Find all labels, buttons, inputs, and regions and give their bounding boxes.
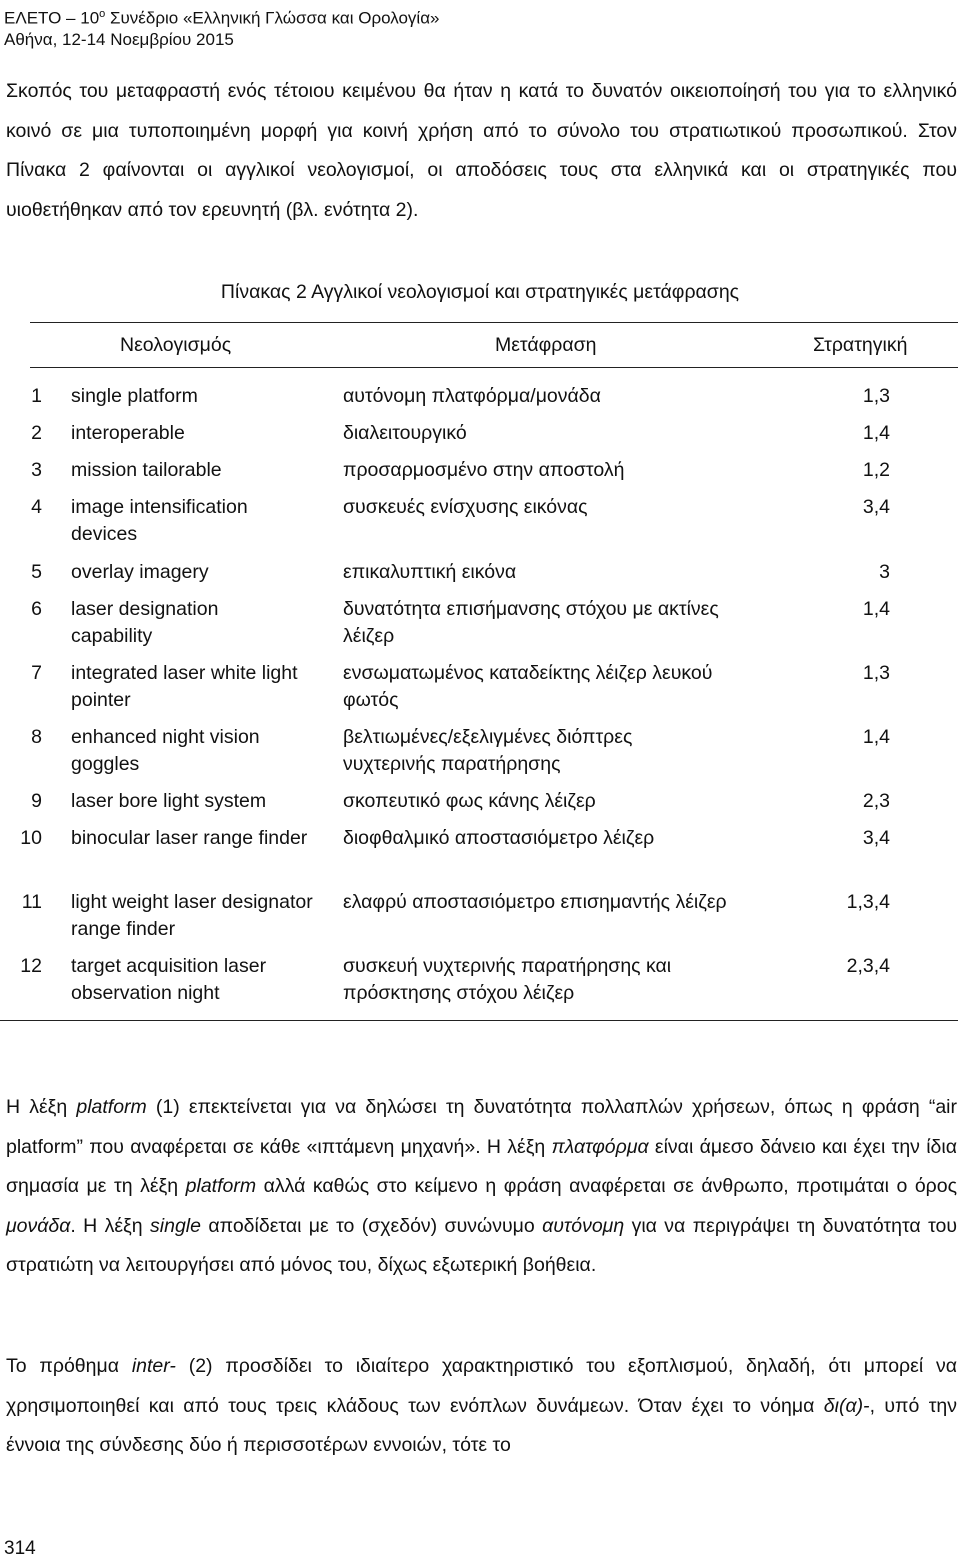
translation-cell: δυνατότητα επισήμανσης στόχου με ακτίνες λέιζερ: [343, 598, 719, 647]
row-number: 5: [31, 561, 42, 583]
translation-cell: διαλειτουργικό: [343, 422, 467, 444]
neologism-cell: image intensification devices: [71, 496, 248, 545]
table-bottom-rule: [0, 1020, 958, 1021]
strategy-cell: 1,4: [862, 422, 890, 444]
row-number: 11: [21, 891, 42, 913]
translation-cell: ενσωματωμένος καταδείκτης λέιζερ λευκού φωτός: [343, 662, 713, 711]
row-number: 10: [20, 827, 42, 849]
strategy-cell: 3: [879, 561, 890, 583]
column-header-translation: Μετάφραση: [495, 334, 597, 356]
conference-date: Αθήνα, 12-14 Νοεμβρίου 2015: [4, 29, 234, 49]
strategy-cell: 1,3: [862, 662, 890, 684]
table-top-rule: [30, 322, 958, 323]
translation-cell: προσαρμοσμένο στην αποστολή: [343, 459, 625, 481]
table-title: Πίνακας 2 Αγγλικοί νεολογισμοί και στρατηγικές μετάφρασης: [220, 281, 740, 303]
translation-cell: συσκευές ενίσχυσης εικόνας: [343, 496, 588, 518]
neologism-cell: single platform: [71, 385, 198, 407]
row-number: 9: [31, 790, 42, 812]
intro-paragraph: Σκοπός του μεταφραστή ενός τέτοιου κειμένου θα ήταν η κατά το δυνατόν οικειοποίησή του για το ελληνικό κοινό σε μια τυποποιημένη μορφή για κοινή χρήση από το σύνολο του στρατιωτικού προσωπικού. Στον Πίνακα 2 φαίνονται οι αγγλικοί νεολογισμοί, οι αποδόσεις τους στα ελληνικά και οι στρατηγικές που υιοθετήθηκαν από τον ερευνητή (βλ. ενότητα 2).: [6, 80, 957, 221]
column-header-strategy: Στρατηγική: [813, 334, 908, 356]
strategy-cell: 3,4: [862, 827, 890, 849]
conference-title: ΕΛΕΤΟ – $10^o$ Συνέδριο «Ελληνική Γλώσσα και Ορολογία»: [4, 8, 440, 28]
body-paragraph-1: Η λέξη platform (1) επεκτείνεται για να δηλώσει τη δυνατότητα πολλαπλών χρήσεων, όπως η φράση “air platform” που αναφέρεται σε κάθε «ιπτάμενη μηχανή». Η λέξη πλατφόρμα είναι άμεσο δάνειο και έχει την ίδια σημασία με τη λέξη platform αλλά καθώς στο κείμενο η φράση αναφέρεται σε άνθρωπο, προτιμάται ο όρος μονάδα. Η λέξη single αποδίδεται με το (σχεδόν) συνώνυμο αυτόνομη για να περιγράψει τη δυνατότητα του στρατιώτη να λειτουργήσει από μόνος του, δίχως εξωτερική βοήθεια.: [6, 1096, 958, 1276]
neologism-cell: laser designation capability: [71, 598, 219, 647]
row-number: 1: [31, 385, 42, 407]
translation-cell: σκοπευτικό φως κάνης λέιζερ: [343, 790, 596, 812]
strategy-cell: 3,4: [862, 496, 890, 518]
neologism-cell: interoperable: [71, 422, 185, 444]
strategy-cell: 1,3,4: [846, 891, 890, 913]
neologism-cell: integrated laser white light pointer: [71, 662, 298, 711]
translation-cell: ελαφρύ αποστασιόμετρο επισημαντής λέιζερ: [343, 891, 727, 913]
body-paragraph-2: Το πρόθημα inter- (2) προσδίδει το ιδιαίτερο χαρακτηριστικό του εξοπλισμού, δηλαδή, ότι μπορεί να χρησιμοποιηθεί και από τους τρεις κλάδους των ενόπλων δυνάμεων. Όταν έχει το νόημα δι(α)-, υπό την έννοια της σύνδεσης δύο ή περισσοτέρων εννοιών, τότε το: [6, 1355, 958, 1456]
neologism-cell: overlay imagery: [71, 561, 209, 583]
column-header-neologism: Νεολογισμός: [120, 334, 232, 356]
row-number: 12: [20, 955, 42, 977]
page-header: [4, 4, 440, 50]
strategy-cell: 1,4: [862, 598, 890, 620]
table-header-rule: [30, 367, 958, 368]
page-number: 314: [4, 1538, 36, 1559]
neologism-cell: binocular laser range finder: [71, 827, 308, 849]
strategy-cell: 1,4: [862, 726, 890, 748]
neologism-cell: target acquisition laser observation night: [71, 955, 267, 1004]
translation-cell: βελτιωμένες/εξελιγμένες διόπτρες νυχτερινής παρατήρησης: [343, 726, 633, 775]
neologism-cell: laser bore light system: [71, 790, 267, 812]
strategy-cell: 1,3: [862, 385, 890, 407]
translation-cell: επικαλυπτική εικόνα: [343, 561, 517, 583]
neologism-cell: light weight laser designator range finder: [71, 891, 313, 940]
strategy-cell: 2,3,4: [846, 955, 890, 977]
strategy-cell: 1,2: [862, 459, 890, 481]
row-number: 7: [31, 662, 42, 684]
strategy-cell: 2,3: [862, 790, 890, 812]
neologism-cell: mission tailorable: [71, 459, 222, 481]
neologism-cell: enhanced night vision goggles: [71, 726, 260, 775]
translation-cell: συσκευή νυχτερινής παρατήρησης και πρόσκτησης στόχου λέιζερ: [343, 955, 672, 1004]
row-number: 8: [31, 726, 42, 748]
translation-cell: αυτόνομη πλατφόρμα/μονάδα: [343, 385, 601, 407]
translation-cell: διοφθαλμικό αποστασιόμετρο λέιζερ: [343, 827, 655, 849]
row-number: 6: [31, 598, 42, 620]
row-number: 2: [31, 422, 42, 444]
row-number: 4: [31, 496, 42, 518]
row-number: 3: [31, 459, 42, 481]
